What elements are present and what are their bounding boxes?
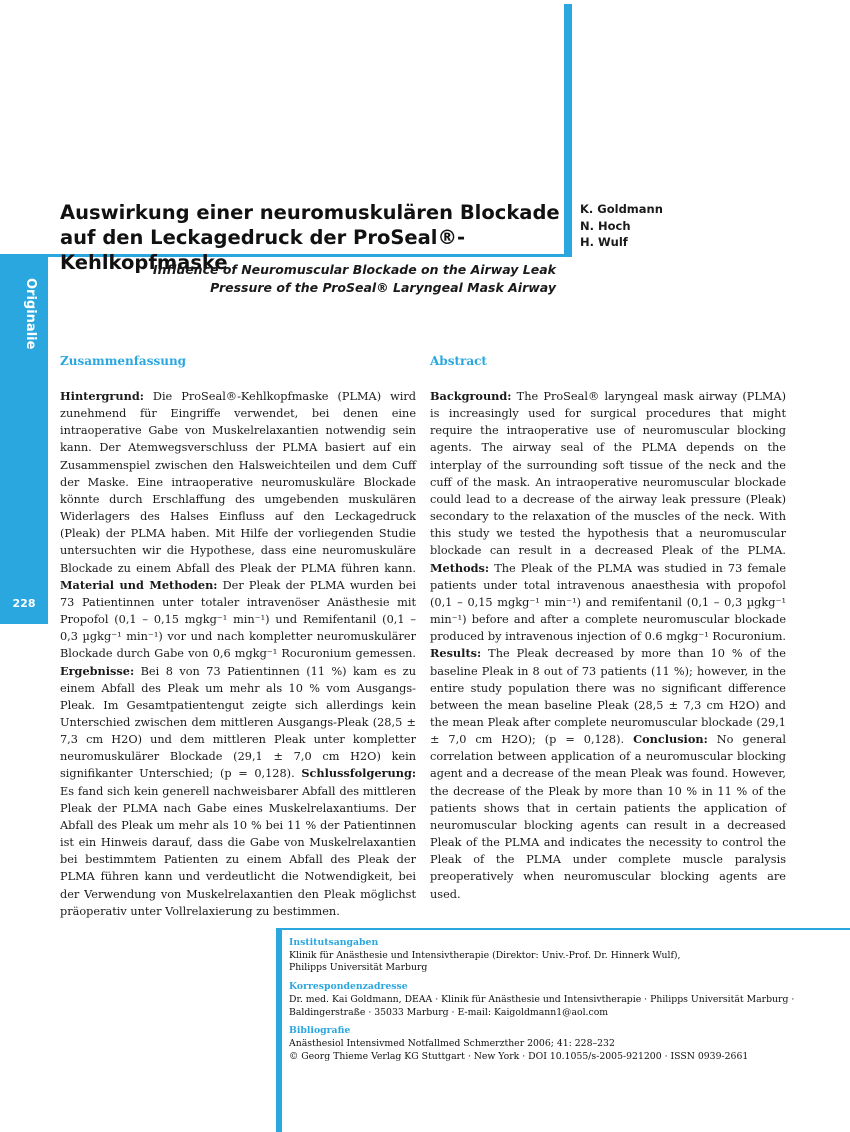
- page-number: 228: [12, 597, 36, 610]
- label-results: Results:: [430, 646, 482, 661]
- author-list: [580, 201, 663, 251]
- institution-line: Philipps Universität Marburg: [289, 962, 428, 974]
- german-abstract-body: [60, 388, 416, 920]
- article-info-box: [276, 928, 850, 1132]
- zusammenfassung-heading: Zusammenfassung: [60, 354, 187, 368]
- correspondence-heading: Korrespondenzadresse: [289, 981, 408, 993]
- info-box-bar: [276, 928, 282, 1132]
- text-results: Bei 8 von 73 Patientinnen (11 %) kam es zu einem Abfall des Pleak um mehr als 10 % vom Ausgangs-Pleak. Im Gesamtpatientengut zeigte sich allerdings kein Unterschied zwischen dem mittleren Ausgangs-Pleak (28,5 ± 7,3 cm H2O) und dem mittleren Pleak unter kompletter neuromuskulärer Blockade (29,1 ± 7,0 cm H2O) kein signifikanter Unterschied; (p = 0,128).: [60, 664, 417, 781]
- text-results: The Pleak decreased by more than 10 % of the baseline Pleak in 8 out of 73 patients (11 %); however, in the entire study population there was no significant difference between the mean baseline Pleak (28,5 ± 7,3 cm H2O) and the mean Pleak after complete neuromuscular blockade (29,1 ± 7,0 cm H2O); (p = 0,128).: [430, 647, 786, 747]
- label-methods: Material und Methoden:: [60, 577, 218, 592]
- correspondence-line: Baldingerstraße · 35033 Marburg · E-mail: Kaigoldmann1@aol.com: [289, 1006, 609, 1018]
- abstract-heading: Abstract: [430, 354, 487, 368]
- info-box-content: [289, 937, 839, 1069]
- author: K. Goldmann: [580, 202, 663, 216]
- bibliography-line: © Georg Thieme Verlag KG Stuttgart · New York · DOI 10.1055/s-2005-921200 · ISSN 0939-2661: [289, 1050, 749, 1062]
- bibliography-block: [289, 1025, 839, 1063]
- text-methods: Der Pleak der PLMA wurden bei 73 Patientinnen unter totaler intravenöser Anästhesie mit Propofol (0,1 – 0,15 mgkg⁻¹ min⁻¹) und Remifentanil (0,1 – 0,3 µgkg⁻¹ min⁻¹) vor und nach kompletter neuromuskulärer Blockade durch Gabe von 0,6 mgkg⁻¹ Rocuronium gemessen.: [60, 578, 417, 661]
- english-title: Influence of Neuromuscular Blockade on the Airway Leak Pressure of the ProSeal® Laryngeal Mask Airway: [152, 262, 556, 295]
- text-conclusion: No general correlation between application of a neuromuscular blocking agent and a decrease of the mean Pleak was found. However, the decrease of the Pleak by more than 10 % in 11 % of the patients shows that in certain patients the application of neuromuscular blocking agents can result in a decreased Pleak of the PLMA and indicates the necessity to control the Pleak of the PLMA under complete muscle paralysis preoperatively when neuromuscular blocking agents are used.: [430, 733, 786, 901]
- label-background: Background:: [430, 389, 512, 403]
- author: N. Hoch: [580, 218, 631, 233]
- correspondence-block: [289, 981, 839, 1019]
- text-conclusion: Es fand sich kein generell nachweisbarer Abfall des mittleren Pleak der PLMA nach Gabe eines Muskelrelaxantiums. Der Abfall des Pleak um mehr als 10 % bei 11 % der Patientinnen ist ein Hinweis darauf, dass die Gabe von Muskelrelaxantien bei bestimmtem Patienten zu einem Abfall des Pleak der PLMA führen kann und verdeutlicht die Notwendigkeit, bei der Verwendung von Muskelrelaxantien den Pleak möglichst präoperativ unter Vollrelaxierung zu bestimmen.: [60, 784, 416, 918]
- text-methods: The Pleak of the PLMA was studied in 73 female patients under total intravenous anaesthesia with propofol (0,1 – 0,15 mgkg⁻¹ min⁻¹) and remifentanil (0,1 – 0,3 µgkg⁻¹ min⁻¹) before and after a complete neuromuscular blockade produced by intravenous injection of 0.6 mgkg⁻¹ Rocuronium.: [430, 561, 787, 644]
- institution-line: Klinik für Anästhesie und Intensivtherapie (Direktor: Univ.-Prof. Dr. Hinnerk Wulf),: [289, 949, 681, 961]
- german-abstract-text: [60, 388, 416, 920]
- title-accent-bar: [564, 4, 572, 256]
- info-box-rule: [282, 928, 850, 930]
- section-tab-label: Originalie: [23, 278, 38, 350]
- institution-block: [289, 937, 839, 975]
- label-conclusion: Schlussfolgerung:: [301, 766, 417, 781]
- label-background: Hintergrund:: [60, 389, 144, 403]
- article-title: Auswirkung einer neuromuskulären Blockade auf den Leckagedruck der ProSeal®-Kehlkopfmaske: [60, 201, 560, 274]
- text-background: Die ProSeal®-Kehlkopfmaske (PLMA) wird zunehmend für Eingriffe verwendet, bei denen eine intraoperative Gabe von Muskelrelaxantien notwendig sein kann. Der Atemwegsverschluss der PLMA basiert auf ein Zusammenspiel zwischen den Halsweichteilen und dem Cuff der Maske. Eine intraoperative neuromuskuläre Blockade könnte durch Erschlaffung des umgebenden muskulären Widerlagers des Halses Einfluss auf den Leckagedruck (Pleak) der PLMA haben. Mit Hilfe der vorliegenden Studie untersuchten wir die Hypothese, dass eine neuromuskuläre Blockade zu einem Abfall des Pleak der PLMA führen kann.: [60, 390, 417, 575]
- english-abstract-body: [430, 388, 786, 903]
- correspondence-line: Dr. med. Kai Goldmann, DEAA · Klinik für Anästhesie und Intensivtherapie · Philipps Universität Marburg ·: [289, 993, 795, 1005]
- label-results: Ergebnisse:: [60, 663, 135, 678]
- institution-heading: Institutsangaben: [289, 937, 379, 948]
- text-background: The ProSeal® laryngeal mask airway (PLMA) is increasingly used for surgical procedures that might require the intraoperative use of neuromuscular blocking agents. The airway seal of the PLMA depends on the interplay of the surrounding soft tissue of the neck and the cuff of the mask. An intraoperative neuromuscular blockade could lead to a decrease of the airway leak pressure (Pleak) secondary to the relaxation of the muscles of the neck. With this study we tested the hypothesis that a neuromuscular blockade can result in a decreased Pleak of the PLMA.: [430, 390, 786, 558]
- label-conclusion: Conclusion:: [633, 732, 708, 747]
- author: H. Wulf: [580, 235, 628, 249]
- english-abstract-text: [430, 388, 786, 903]
- bibliography-line: Anästhesiol Intensivmed Notfallmed Schmerzther 2006; 41: 228–232: [289, 1037, 615, 1049]
- label-methods: Methods:: [430, 560, 490, 575]
- bibliography-heading: Bibliografie: [289, 1025, 351, 1037]
